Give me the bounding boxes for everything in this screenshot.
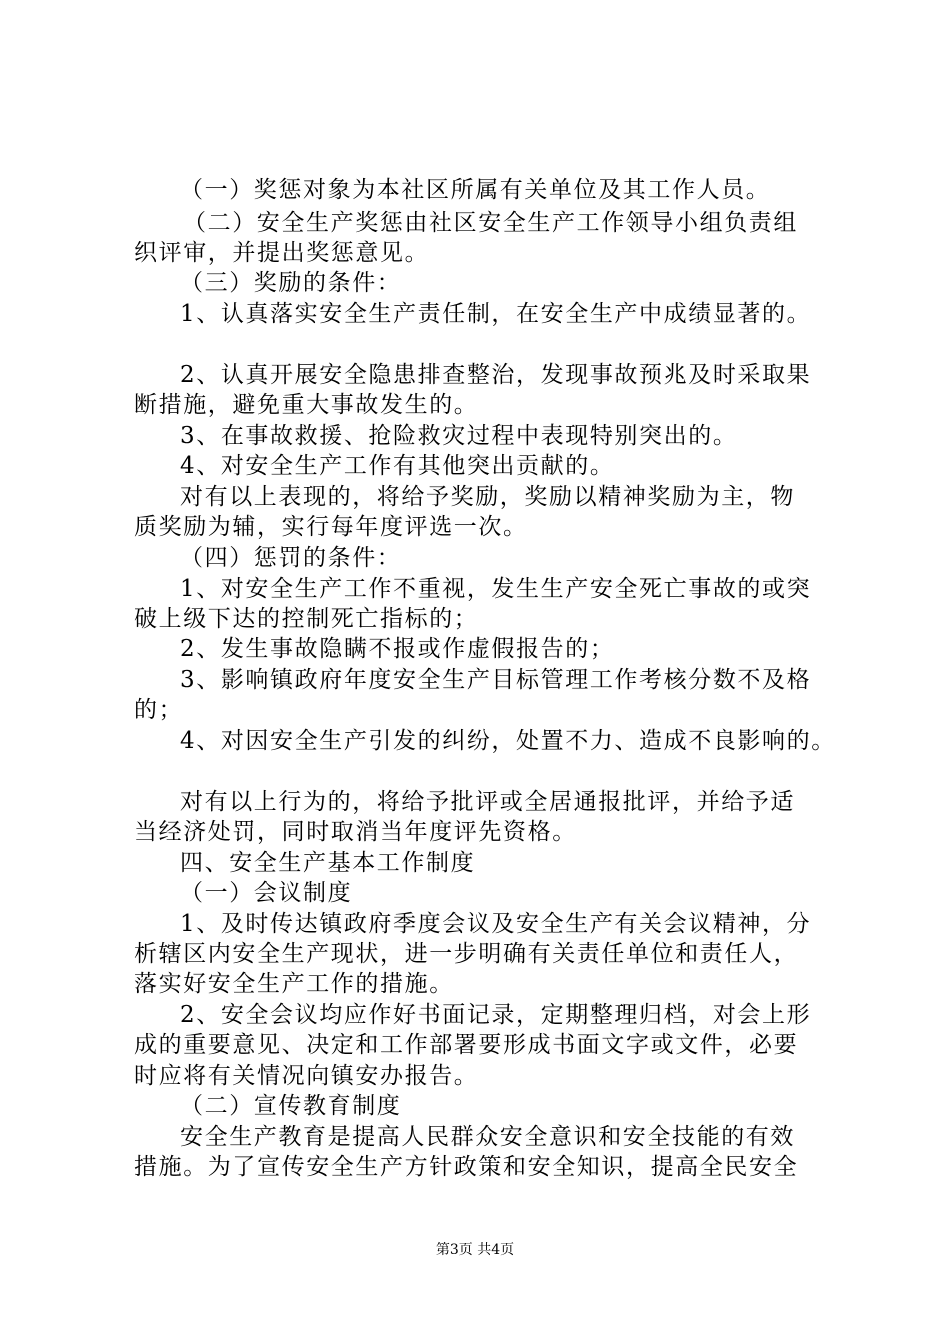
text-line: 3、在事故救援、抢险救灾过程中表现特别突出的。 bbox=[180, 423, 738, 449]
text-line: （二）安全生产奖惩由社区安全生产工作领导小组负责组 bbox=[183, 210, 798, 236]
text-line: 的； bbox=[134, 697, 184, 723]
text-line: 2、发生事故隐瞒不报或作虚假报告的； bbox=[180, 636, 615, 662]
text-line: （四）惩罚的条件： bbox=[180, 545, 402, 571]
text-line: 4、对因安全生产引发的纠纷，处置不力、造成不良影响的。 bbox=[180, 728, 836, 754]
text-line: 安全生产教育是提高人民群众安全意识和安全技能的有效 bbox=[180, 1124, 795, 1150]
text-line: 1、及时传达镇政府季度会议及安全生产有关会议精神，分 bbox=[180, 911, 812, 937]
text-line: 落实好安全生产工作的措施。 bbox=[134, 971, 454, 997]
text-line: 当经济处罚，同时取消当年度评先资格。 bbox=[134, 819, 577, 845]
text-line: 织评审，并提出奖惩意见。 bbox=[134, 240, 430, 266]
text-line: （二）宣传教育制度 bbox=[180, 1093, 402, 1119]
text-line: （一）奖惩对象为本社区所属有关单位及其工作人员。 bbox=[180, 177, 771, 203]
text-line: 1、认真落实安全生产责任制，在安全生产中成绩显著的。 bbox=[180, 301, 812, 327]
text-line: 时应将有关情况向镇安办报告。 bbox=[134, 1063, 479, 1089]
text-line: 质奖励为辅，实行每年度评选一次。 bbox=[134, 514, 528, 540]
text-line: 断措施，避免重大事故发生的。 bbox=[134, 392, 479, 418]
text-line: 措施。为了宣传安全生产方针政策和安全知识，提高全民安全 bbox=[134, 1154, 799, 1180]
text-line: 对有以上表现的，将给予奖励，奖励以精神奖励为主，物 bbox=[180, 484, 795, 510]
text-line: （一）会议制度 bbox=[180, 880, 353, 906]
text-line: 四、安全生产基本工作制度 bbox=[180, 850, 476, 876]
text-line: 对有以上行为的，将给予批评或全居通报批评，并给予适 bbox=[180, 789, 795, 815]
page-number-footer: 第3页 共4页 bbox=[435, 1242, 515, 1258]
text-line: 析辖区内安全生产现状，进一步明确有关责任单位和责任人， bbox=[134, 941, 799, 967]
text-line: 成的重要意见、决定和工作部署要形成书面文字或文件，必要 bbox=[134, 1032, 799, 1058]
text-line: 3、影响镇政府年度安全生产目标管理工作考核分数不及格 bbox=[180, 667, 812, 693]
text-line: （三）奖励的条件： bbox=[180, 270, 402, 296]
text-line: 1、对安全生产工作不重视，发生生产安全死亡事故的或突 bbox=[180, 576, 812, 602]
text-line: 破上级下达的控制死亡指标的； bbox=[134, 606, 479, 632]
text-line: 2、认真开展安全隐患排查整治，发现事故预兆及时采取果 bbox=[180, 362, 812, 388]
text-line: 2、安全会议均应作好书面记录，定期整理归档，对会上形 bbox=[180, 1002, 812, 1028]
text-line: 4、对安全生产工作有其他突出贡献的。 bbox=[180, 453, 615, 479]
